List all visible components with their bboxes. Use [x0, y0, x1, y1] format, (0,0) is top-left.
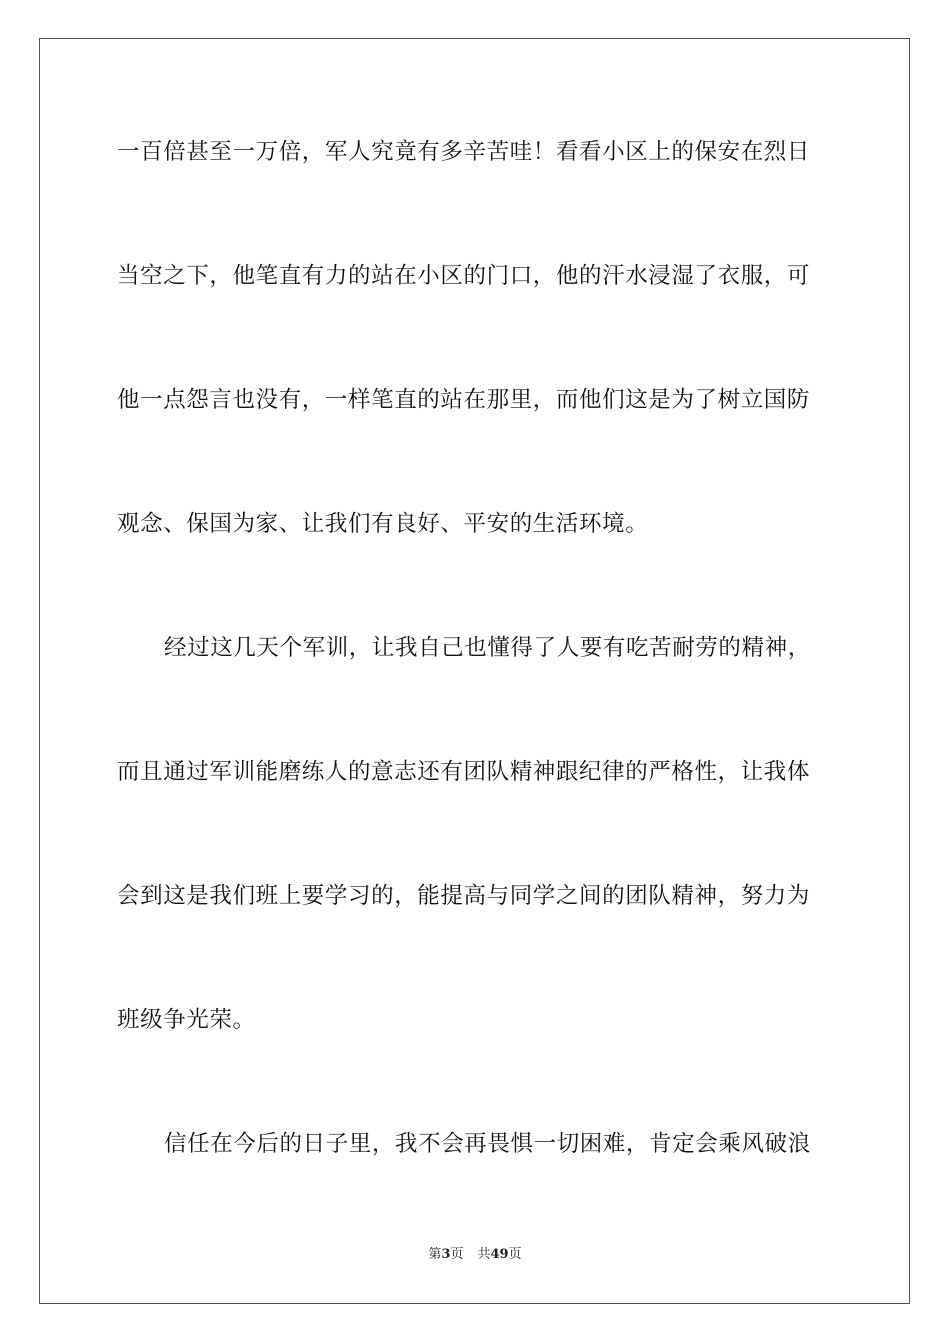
body-text-line: 一百倍甚至一万倍，军人究竟有多辛苦哇！看看小区上的保安在烈日	[117, 139, 811, 165]
page-suffix: 页	[450, 1247, 464, 1262]
body-text-line: 经过这几天个军训，让我自己也懂得了人要有吃苦耐劳的精神，	[164, 635, 811, 661]
total-prefix: 共	[477, 1247, 491, 1262]
total-suffix: 页	[508, 1247, 522, 1262]
body-text-line: 信任在今后的日子里，我不会再畏惧一切困难，肯定会乘风破浪	[164, 1131, 811, 1157]
total-pages: 49	[490, 1247, 509, 1262]
page-number: 3	[441, 1247, 451, 1262]
body-text-line: 当空之下，他笔直有力的站在小区的门口，他的汗水浸湿了衣服，可	[117, 263, 811, 289]
body-text-line: 班级争光荣。	[117, 1007, 256, 1033]
page-footer	[0, 1246, 950, 1264]
body-text-line: 观念、保国为家、让我们有良好、平安的生活环境。	[117, 511, 649, 537]
page-border	[39, 38, 910, 1304]
body-text-line: 而且通过军训能磨练人的意志还有团队精神跟纪律的严格性，让我体	[117, 759, 811, 785]
page-prefix: 第	[428, 1247, 442, 1262]
body-text-line: 他一点怨言也没有，一样笔直的站在那里，而他们这是为了树立国防	[117, 387, 811, 413]
body-text-line: 会到这是我们班上要学习的，能提高与同学之间的团队精神，努力为	[117, 883, 811, 909]
